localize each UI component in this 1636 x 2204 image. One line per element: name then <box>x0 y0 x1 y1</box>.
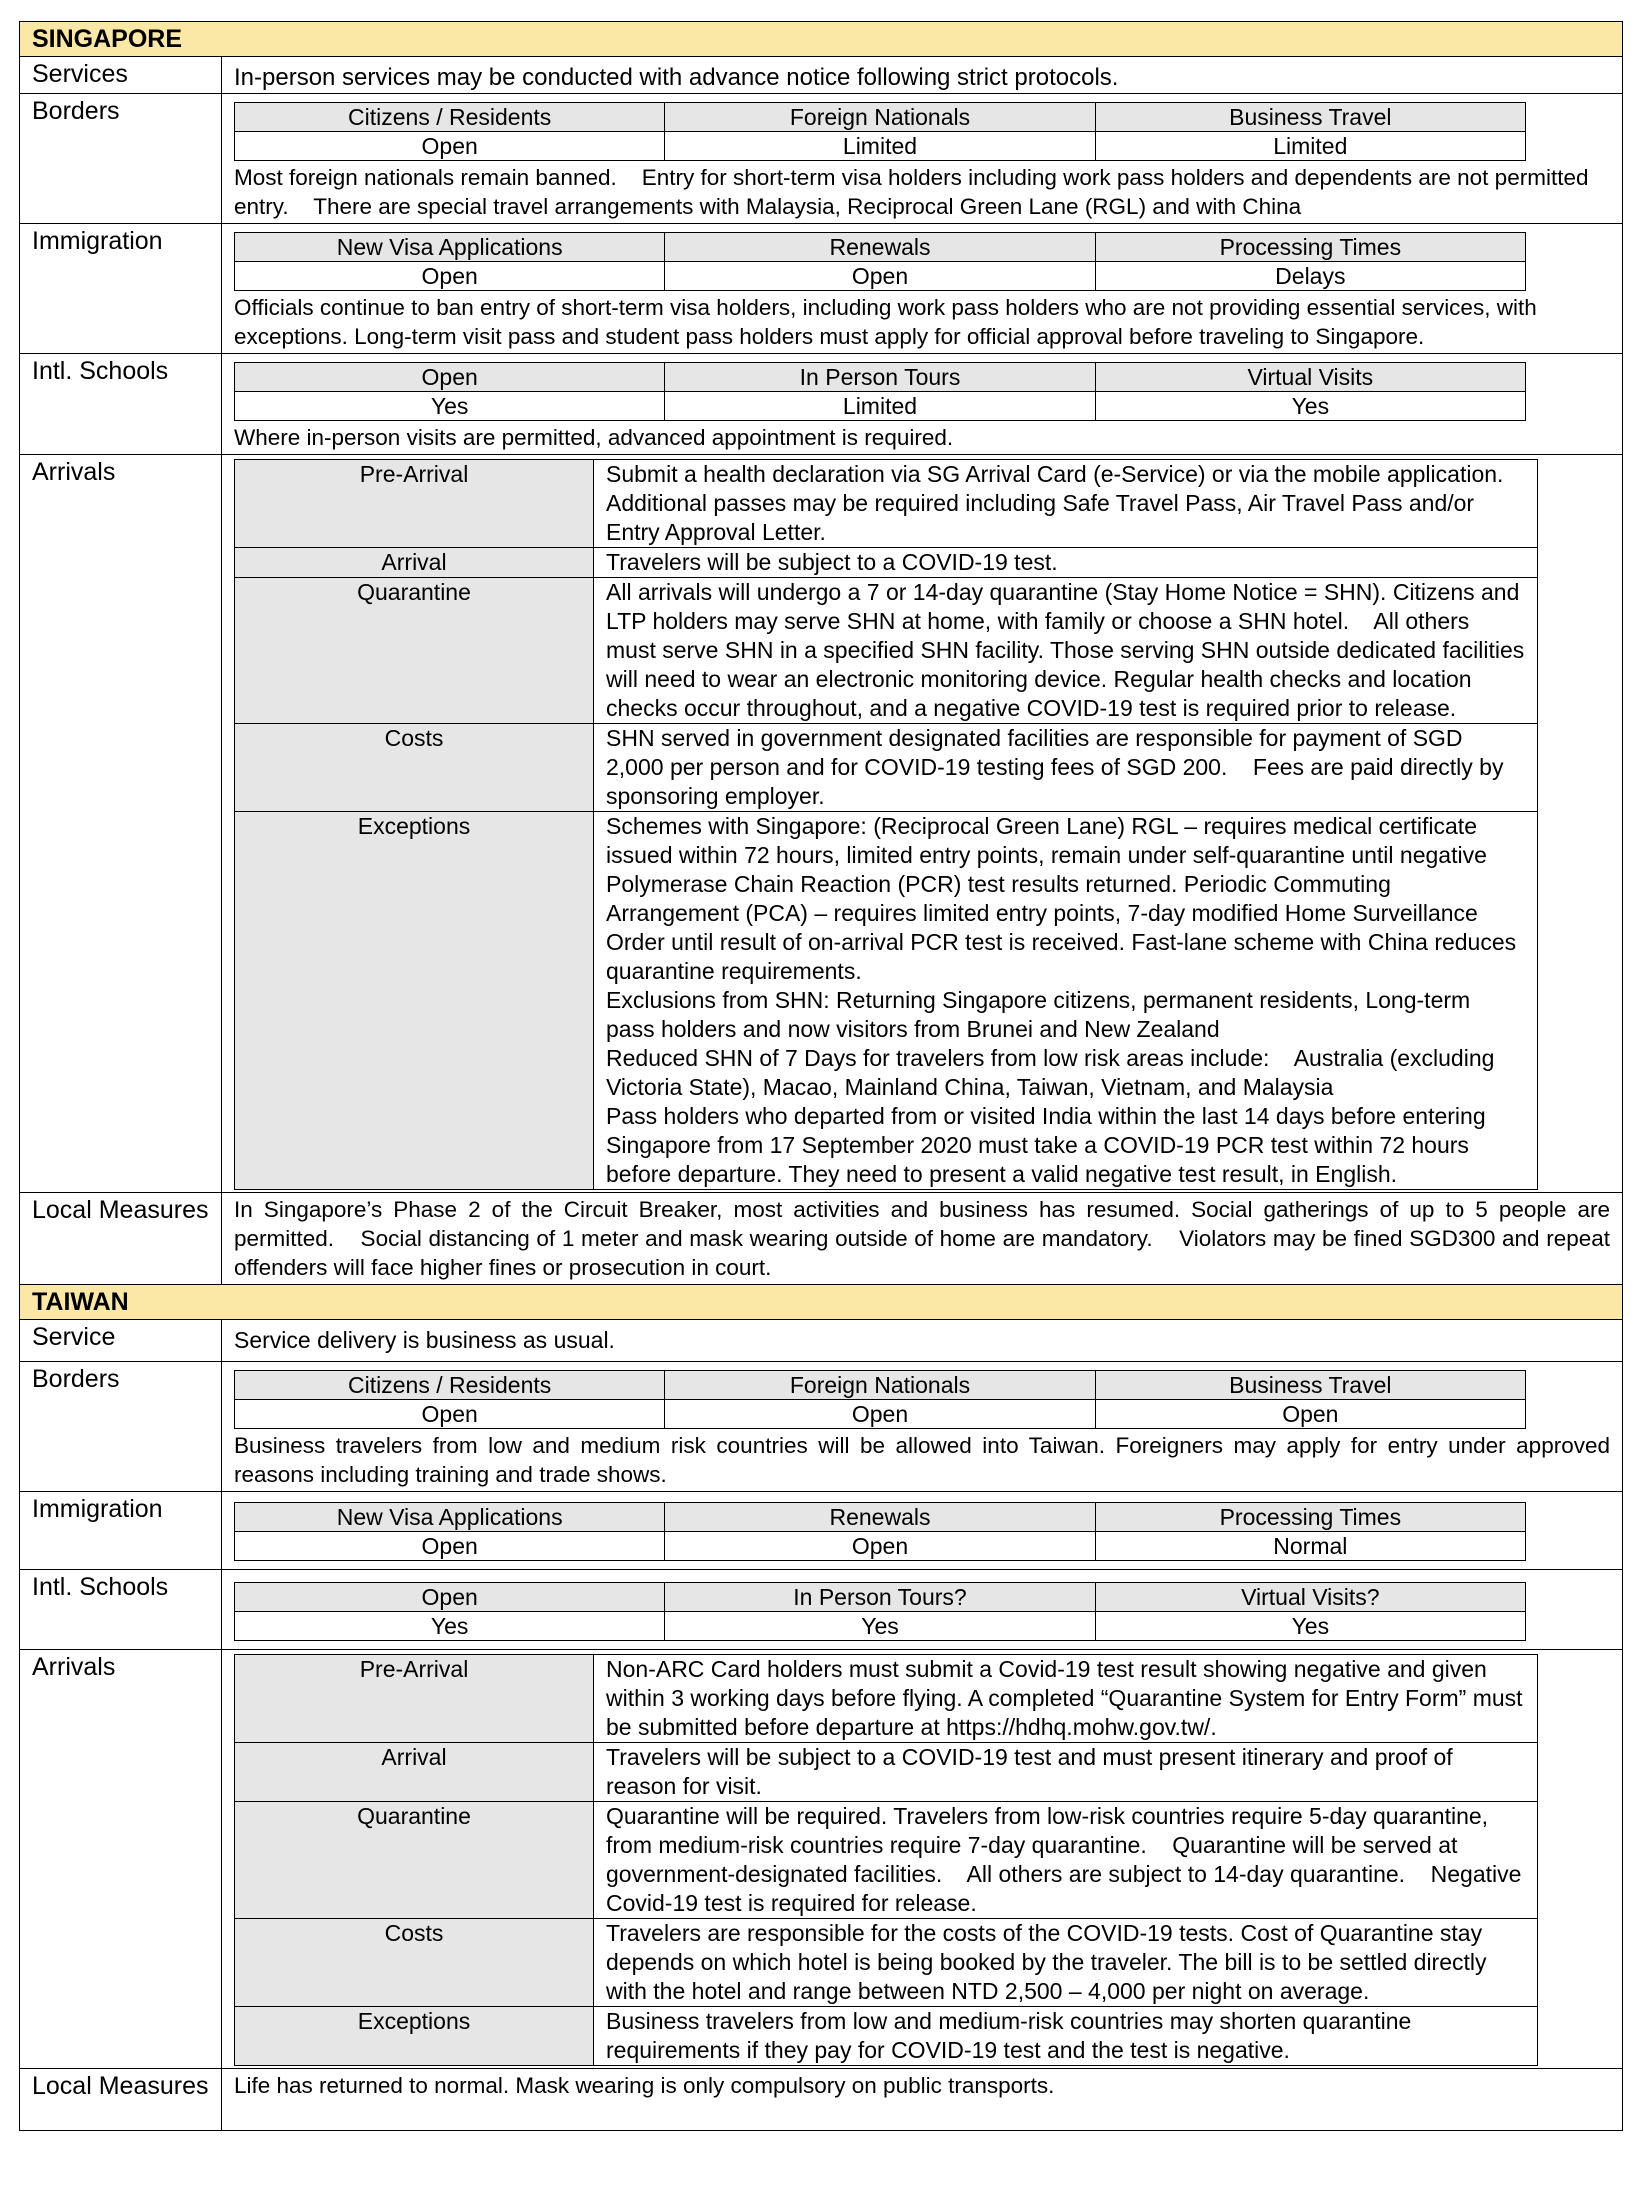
arrivals-row <box>20 1650 1623 2069</box>
arrival-key: Costs <box>235 1919 594 2007</box>
arrival-value: Travelers will be subject to a COVID-19 test. <box>594 548 1538 578</box>
schools-row <box>20 1570 1623 1650</box>
table-header-cell: Citizens / Residents <box>235 1371 665 1400</box>
table-cell: Limited <box>665 132 1095 161</box>
borders-table <box>234 102 1526 161</box>
immigration-table <box>234 1502 1526 1561</box>
local-measures-row <box>20 1193 1623 1285</box>
table-header-cell: Open <box>235 1583 665 1612</box>
table-header-cell: Virtual Visits? <box>1095 1583 1525 1612</box>
table-cell: Yes <box>1095 1612 1525 1641</box>
immigration-row <box>20 224 1623 354</box>
table-cell: Open <box>235 1400 665 1429</box>
table-cell: Open <box>665 262 1095 291</box>
table-row <box>235 1919 1538 2007</box>
borders-row <box>20 94 1623 224</box>
table-row <box>235 1802 1538 1919</box>
immigration-note: Officials continue to ban entry of short-term visa holders, including work pass holders who are not providing essential services, with exceptions. Long-term visit pass and student pass holders must apply for official approval before traveling to Singapore. <box>234 295 1537 349</box>
table-header-cell: In Person Tours <box>665 363 1095 392</box>
table-cell: Open <box>235 132 665 161</box>
services-row <box>20 57 1623 94</box>
schools-table <box>234 362 1526 421</box>
country-header-taiwan: TAIWAN <box>20 1285 1623 1320</box>
borders-note: Most foreign nationals remain banned. Entry for short-term visa holders including work pass holders and dependents are not permitted entry. There are special travel arrangements with Malaysia, Reciprocal Green Lane (RGL) and with China <box>234 165 1595 219</box>
arrival-value: Non-ARC Card holders must submit a Covid-19 test result showing negative and given within 3 working days before flying. A completed “Quarantine System for Entry Form” must be submitted before departure at https://hdhq.mohw.gov.tw/. <box>594 1655 1538 1743</box>
schools-table <box>234 1582 1526 1641</box>
country-header-row <box>20 22 1623 57</box>
row-label: Borders <box>20 94 222 224</box>
table-row <box>235 460 1538 548</box>
arrival-value: SHN served in government designated facilities are responsible for payment of SGD 2,000 per person and for COVID-19 testing fees of SGD 200. Fees are paid directly by sponsoring employer. <box>594 724 1538 812</box>
table-row <box>235 548 1538 578</box>
services-row <box>20 1320 1623 1362</box>
table-header-cell: New Visa Applications <box>235 233 665 262</box>
table-header-cell: Open <box>235 363 665 392</box>
borders-table <box>234 1370 1526 1429</box>
table-cell: Normal <box>1095 1532 1525 1561</box>
table-cell: Open <box>665 1400 1095 1429</box>
table-row <box>235 2007 1538 2066</box>
country-info-table <box>19 21 1623 2131</box>
arrival-key: Pre-Arrival <box>235 460 594 548</box>
arrival-key: Exceptions <box>235 812 594 1190</box>
table-cell: Yes <box>235 392 665 421</box>
row-label: Local Measures <box>20 1193 222 1285</box>
row-label: Borders <box>20 1362 222 1492</box>
arrival-value: Business travelers from low and medium-risk countries may shorten quarantine requirements if they pay for COVID-19 test and the test is negative. <box>594 2007 1538 2066</box>
table-header-cell: Foreign Nationals <box>665 1371 1095 1400</box>
table-cell: Yes <box>235 1612 665 1641</box>
row-label: Service <box>20 1320 222 1362</box>
row-label: Immigration <box>20 224 222 354</box>
local-measures-text: Life has returned to normal. Mask wearing is only compulsory on public transports. <box>234 2073 1055 2098</box>
table-row <box>235 724 1538 812</box>
arrival-value: Schemes with Singapore: (Reciprocal Green Lane) RGL – requires medical certificate issued within 72 hours, limited entry points, remain under self-quarantine until negative Polymerase Chain Reaction (PCR) test results returned. Periodic Commuting Arrangement (PCA) – requires limited entry points, 7-day modified Home Surveillance Order until result of on-arrival PCR test is received. Fast-lane scheme with China reduces quarantine requirements. Exclusions from SHN: Returning Singapore citizens, permanent residents, Long-term pass holders and now visitors from Brunei and New Zealand Reduced SHN of 7 Days for travelers from low risk areas include: Australia (excluding Victoria State), Macao, Mainland China, Taiwan, Vietnam, and Malaysia Pass holders who departed from or visited India within the last 14 days before entering Singapore from 17 September 2020 must take a COVID-19 PCR test within 72 hours before departure. They need to present a valid negative test result, in English. <box>594 812 1538 1190</box>
local-measures-text: In Singapore’s Phase 2 of the Circuit Breaker, most activities and business has resumed. Social gatherings of up to 5 people are permitted. Social distancing of 1 meter and mask wearing outside of home are mandatory. Violators may be fined SGD300 and repeat offenders will face higher fines or prosecution in court. <box>234 1197 1617 1280</box>
arrival-key: Exceptions <box>235 2007 594 2066</box>
borders-note: Business travelers from low and medium risk countries will be allowed into Taiwan. Foreigners may apply for entry under approved reasons including training and trade shows. <box>234 1433 1610 1487</box>
table-row <box>235 1655 1538 1743</box>
table-cell: Delays <box>1095 262 1525 291</box>
table-header-cell: Virtual Visits <box>1095 363 1525 392</box>
table-cell: Limited <box>665 392 1095 421</box>
table-header-cell: Business Travel <box>1095 103 1525 132</box>
table-cell: Open <box>1095 1400 1525 1429</box>
row-label: Arrivals <box>20 455 222 1193</box>
country-header-row <box>20 1285 1623 1320</box>
row-label: Arrivals <box>20 1650 222 2069</box>
immigration-row <box>20 1492 1623 1570</box>
table-row <box>235 1743 1538 1802</box>
table-header-cell: Business Travel <box>1095 1371 1525 1400</box>
arrival-key: Pre-Arrival <box>235 1655 594 1743</box>
table-header-cell: Processing Times <box>1095 1503 1525 1532</box>
table-header-cell: Processing Times <box>1095 233 1525 262</box>
table-cell: Open <box>665 1532 1095 1561</box>
table-header-cell: Renewals <box>665 1503 1095 1532</box>
table-header-cell: New Visa Applications <box>235 1503 665 1532</box>
table-cell: Yes <box>665 1612 1095 1641</box>
arrival-key: Costs <box>235 724 594 812</box>
services-text: In-person services may be conducted with advance notice following strict protocols. <box>234 64 1119 91</box>
row-label: Immigration <box>20 1492 222 1570</box>
arrival-key: Arrival <box>235 1743 594 1802</box>
schools-note: Where in-person visits are permitted, advanced appointment is required. <box>234 425 954 450</box>
arrivals-row <box>20 455 1623 1193</box>
arrival-value: Travelers will be subject to a COVID-19 test and must present itinerary and proof of reason for visit. <box>594 1743 1538 1802</box>
row-label: Intl. Schools <box>20 354 222 455</box>
row-label: Services <box>20 57 222 94</box>
arrivals-table <box>234 1654 1538 2066</box>
document-page <box>19 21 1623 2131</box>
table-header-cell: In Person Tours? <box>665 1583 1095 1612</box>
table-header-cell: Foreign Nationals <box>665 103 1095 132</box>
table-row <box>235 578 1538 724</box>
services-text: Service delivery is business as usual. <box>234 1327 615 1353</box>
row-label: Local Measures <box>20 2069 222 2131</box>
table-header-cell: Renewals <box>665 233 1095 262</box>
local-measures-row <box>20 2069 1623 2131</box>
arrival-value: Submit a health declaration via SG Arrival Card (e-Service) or via the mobile application. Additional passes may be required including Safe Travel Pass, Air Travel Pass and/or Entry Approval Letter. <box>594 460 1538 548</box>
table-cell: Open <box>235 262 665 291</box>
arrival-value: Quarantine will be required. Travelers from low-risk countries require 5-day quarantine, from medium-risk countries require 7-day quarantine. Quarantine will be served at government-designated facilities. All others are subject to 14-day quarantine. Negative Covid-19 test is required for release. <box>594 1802 1538 1919</box>
row-label: Intl. Schools <box>20 1570 222 1650</box>
arrival-key: Quarantine <box>235 1802 594 1919</box>
immigration-table <box>234 232 1526 291</box>
table-cell: Open <box>235 1532 665 1561</box>
arrival-value: Travelers are responsible for the costs of the COVID-19 tests. Cost of Quarantine stay depends on which hotel is being booked by the traveler. The bill is to be settled directly with the hotel and range between NTD 2,500 – 4,000 per night on average. <box>594 1919 1538 2007</box>
borders-row <box>20 1362 1623 1492</box>
table-row <box>235 812 1538 1190</box>
arrival-key: Quarantine <box>235 578 594 724</box>
arrivals-table <box>234 459 1538 1190</box>
table-cell: Yes <box>1095 392 1525 421</box>
country-header-singapore: SINGAPORE <box>20 22 1623 57</box>
arrival-key: Arrival <box>235 548 594 578</box>
arrival-value: All arrivals will undergo a 7 or 14-day quarantine (Stay Home Notice = SHN). Citizens and LTP holders may serve SHN at home, with family or choose a SHN hotel. All others must serve SHN in a specified SHN facility. Those serving SHN outside dedicated facilities will need to wear an electronic monitoring device. Regular health checks and location checks occur throughout, and a negative COVID-19 test is required prior to release. <box>594 578 1538 724</box>
schools-row <box>20 354 1623 455</box>
table-header-cell: Citizens / Residents <box>235 103 665 132</box>
table-cell: Limited <box>1095 132 1525 161</box>
